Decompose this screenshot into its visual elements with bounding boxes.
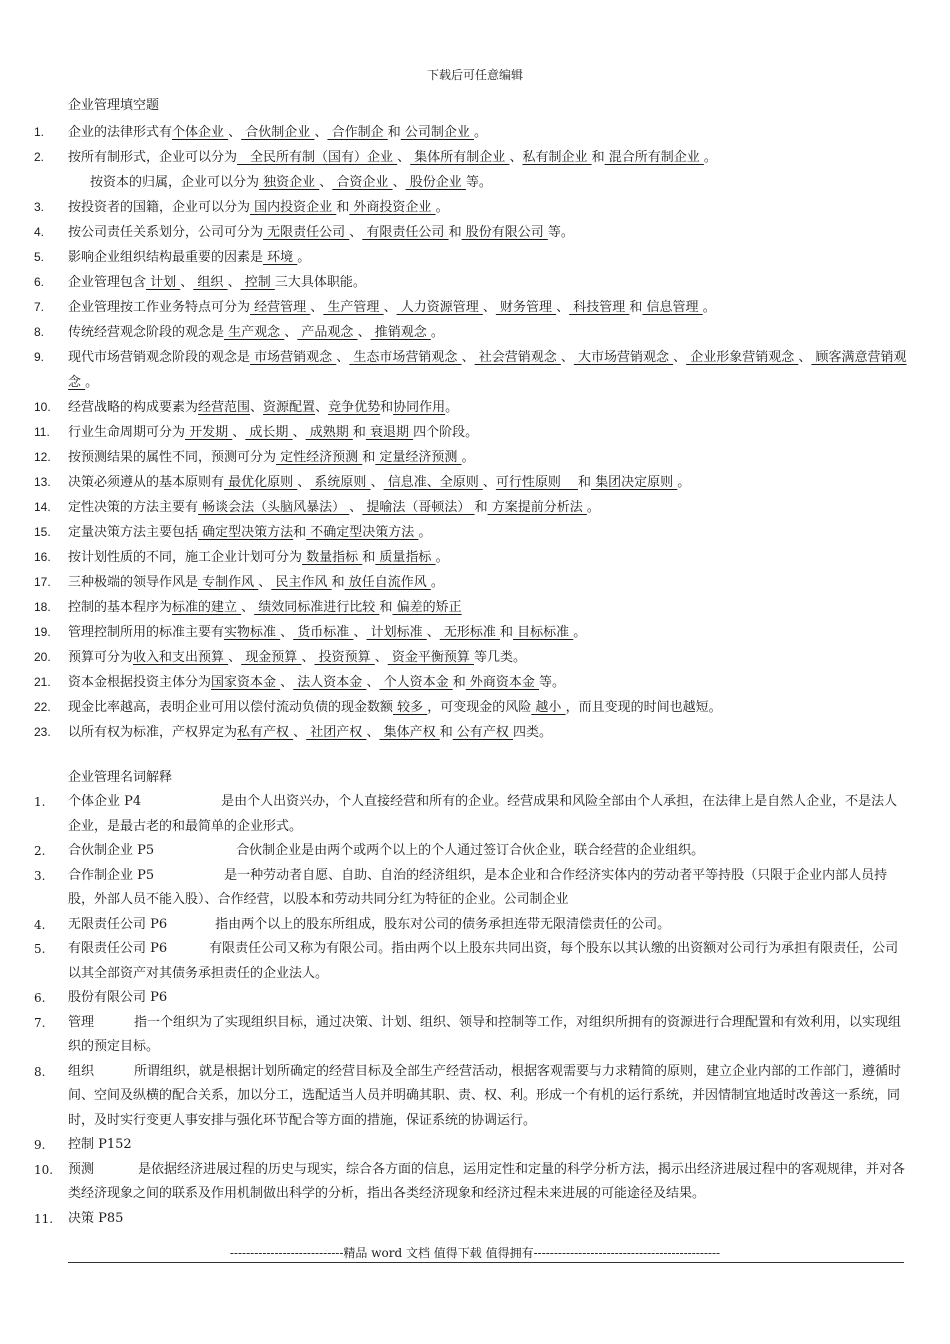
answer-blank: 信息准、全原则 [383,475,483,490]
item-number: 18. [34,600,51,614]
question-text: 、 [353,625,367,640]
answer-blank: 法人资本金 [293,675,367,690]
item-number: 22. [34,700,51,714]
fill-item [0,145,950,195]
question-text: 现代市场营销观念阶段的观念是 [68,350,251,365]
item-number: 3. [34,200,45,214]
fill-item [0,320,950,345]
question-text: 、 [232,425,246,440]
question-text: 、 [280,675,294,690]
answer-blank: 顾客满意营销观念 [68,350,907,390]
question-text: 三种极端的领导作风是 [68,575,199,590]
answer-blank: 国家资本金 [211,675,281,690]
fill-item [0,445,950,470]
item-number: 9. [34,1138,46,1152]
item-number: 14. [34,500,51,514]
question-text: 、 [370,475,384,490]
question-text: 、 [336,350,350,365]
answer-blank: 资源配置 [263,400,316,415]
term-definition: 合伙制企业是由两个或两个以上的个人通过签订合伙企业，联合经营的企业组织。 [236,843,705,858]
fill-item [0,570,950,595]
answer-blank: 控制 [240,275,275,290]
question-text: 。 [586,500,600,515]
question-text: 。 [445,400,459,415]
question-text: 、 [228,650,242,665]
question-text: 和 [379,600,393,615]
fill-section-title: 企业管理填空题 [68,98,160,113]
answer-blank: 计划标准 [366,625,427,640]
answer-blank: 偏差的矫正 [392,600,462,615]
answer-blank: 合伙制企业 [241,125,315,140]
item-number: 16. [34,550,51,564]
answer-blank: 混合所有制企业 [604,150,704,165]
fill-item [0,620,950,645]
question-text: 企业管理包含 [68,275,147,290]
answer-blank: 成熟期 [305,425,353,440]
answer-blank: 开发期 [185,425,233,440]
term-name: 预测 [68,1161,95,1177]
answer-blank: 私有制企业 [522,150,592,165]
item-number: 5. [34,250,45,264]
question-text: 三大具体职能。 [274,275,366,290]
answer-blank: 市场营销观念 [250,350,337,365]
item-number: 10. [34,400,51,414]
question-text: 、 [426,625,440,640]
term-item [0,864,950,913]
answer-blank: 生产观念 [224,325,285,340]
answer-blank: 外商投资企业 [349,200,436,215]
answer-blank: 合作制企 [327,125,388,140]
question-text: 和 [352,425,366,440]
answer-blank: 集体所有制企业 [410,150,510,165]
item-number: 17. [34,575,51,589]
question-text: 和 [331,575,345,590]
answer-blank: 投资预算 [314,650,375,665]
question-text: 、 [284,325,298,340]
term-name: 无限责任公司 P6 [68,916,168,932]
question-text: 、 [392,175,406,190]
answer-blank: 个人资本金 [379,675,453,690]
term-item [0,1011,950,1060]
answer-blank: 社会营销观念 [474,350,561,365]
answer-blank: 合资企业 [332,175,393,190]
item-number: 19. [34,625,51,639]
fill-item [0,670,950,695]
question-text: 、 [227,275,241,290]
answer-blank: 环境 [263,250,298,265]
question-text: 、 [383,300,397,315]
question-text: 四个阶段。 [413,425,479,440]
answer-blank: 人力资源管理 [396,300,483,315]
answer-blank: 国内投资企业 [250,200,337,215]
term-definition: 指一个组织为了实现组织目标，通过决策、计划、组织、领导和控制等工作，对组织所拥有的资源进行合理配置和有效利用，以实现组织的预定目标。 [68,1014,902,1054]
answer-blank: 衰退期 [365,425,414,440]
question-text: 和 [474,500,488,515]
term-item [0,1133,950,1158]
question-text: 、 [673,350,687,365]
term-definition: 是依据经济进展过程的历史与现实，综合各方面的信息，运用定性和定量的科学分析方法，揭示出经济进展过程中的客观规律，并对各类经济现象之间的联系及作用机制做出科学的分析，指出各类经济现象和经济过程未来进展的可能途径及结果。 [68,1161,906,1201]
answer-blank: 协同作用 [393,400,446,415]
question-text: 、 [482,475,496,490]
item-number: 13. [34,475,51,489]
answer-blank: 不确定型决策方法 [306,525,419,540]
answer-blank: 成长期 [245,425,293,440]
item-number: 20. [34,650,51,664]
question-text: 。 [430,325,444,340]
question-text: 、 [250,400,264,415]
question-text: 四类。 [513,725,553,740]
answer-blank: 越小 [531,700,566,715]
terms-section-title: 企业管理名词解释 [68,770,173,785]
fill-item [0,245,950,270]
answer-blank: 收入和支出预算 [133,650,229,665]
question-text: 和 [500,625,514,640]
fill-item [0,695,950,720]
question-text: 。 [85,375,99,390]
term-definition-list [0,790,950,1231]
question-text: 等。 [465,175,492,190]
answer-blank: 生态市场营销观念 [349,350,462,365]
question-text: 决策必须遵从的基本原则有 [68,475,225,490]
answer-blank: 实物标准 [224,625,281,640]
term-name: 管理 [68,1014,95,1030]
answer-blank: 集团决定原则 [591,475,678,490]
fill-item [0,595,950,620]
answer-blank: 目标标准 [513,625,574,640]
item-number: 1. [34,795,46,809]
answer-blank: 社团产权 [306,725,367,740]
item-number: 6. [34,275,45,289]
answer-blank: 经营范围 [198,400,251,415]
answer-blank: 质量指标 [375,550,436,565]
question-text: 、 [297,475,311,490]
question-text: 、 [482,300,496,315]
term-name: 决策 P85 [68,1210,124,1226]
fill-item [0,420,950,445]
question-text: ，而且变现的时间也越短。 [565,700,722,715]
answer-blank: 经营管理 [250,300,311,315]
fill-item-subline [68,170,910,195]
fill-item [0,195,950,220]
fill-item [0,470,950,495]
answer-blank: 集体产权 [379,725,440,740]
term-definition: 所谓组织，就是根据计划所确定的经营目标及全部生产经营活动，根据客观需要与力求精简的原则，建立企业内部的工作部门，遵循时间、空间及纵横的配合关系，加以分工，选配适当人员并明确其职、责、权、利。形成一个有机的运行系统，并因情制宜地适时改善这一系统，同时，及时实行变更人事安排与强化环节配合等方面的措施，保证系统的协调运行。 [68,1063,902,1128]
answer-blank: 计划 [146,275,181,290]
term-item [0,790,950,839]
item-number: 2. [34,844,46,858]
fill-in-question-list [0,120,950,745]
answer-blank: 确定型决策方法 [198,525,294,540]
answer-blank: 资金平衡预算 [387,650,474,665]
question-text: 和 [452,675,466,690]
question-text: 、 [280,625,294,640]
question-text: 资本金根据投资主体分为 [68,675,212,690]
answer-blank: 提喻法（哥顿法） [362,500,475,515]
answer-blank: 现金预算 [241,650,302,665]
question-text: 、 [258,575,272,590]
question-text: 、 [366,725,380,740]
question-text: 经营战略的构成要素为 [68,400,199,415]
item-number: 6. [34,991,46,1005]
answer-blank: 产品观念 [297,325,358,340]
question-text: 、 [180,275,194,290]
item-number: 1. [34,125,45,139]
question-text: 、 [292,425,306,440]
answer-blank: 民主作风 [271,575,332,590]
answer-blank: 全民所有制（国有）企业 [237,150,398,165]
answer-blank: 公有产权 [452,725,513,740]
question-text: 和 [578,475,592,490]
question-text: 、 [349,225,363,240]
answer-blank: 组织 [193,275,228,290]
question-text: 、 [349,500,363,515]
question-text: 影响企业组织结构最重要的因素是 [68,250,264,265]
fill-item [0,295,950,320]
question-text: 等。 [539,675,566,690]
answer-blank: 外商资本金 [465,675,539,690]
question-text: 和 [293,525,307,540]
question-text: 。 [573,625,587,640]
question-text: 现金比率越高，表明企业可用以偿付流动负债的现金数额 [68,700,394,715]
question-text: 定量决策方法主要包括 [68,525,199,540]
fill-item [0,545,950,570]
answer-blank: 竞争优势 [328,400,381,415]
question-text: 。 [435,200,449,215]
question-text: 和 [439,725,453,740]
answer-blank: 系统原则 [310,475,371,490]
item-number: 7. [34,1015,46,1030]
answer-blank: 科技管理 [569,300,630,315]
answer-blank: 畅谈会法（头脑风暴法） [198,500,350,515]
answer-blank: 独资企业 [259,175,320,190]
question-text: 。 [435,550,449,565]
question-text: 按所有制形式，企业可以分为 [68,150,238,165]
question-text: 。 [418,525,432,540]
fill-item [0,645,950,670]
term-item [0,1060,950,1134]
answer-blank: 大市场营销观念 [573,350,674,365]
question-text: 和 [336,200,350,215]
answer-blank: 私有产权 [237,725,294,740]
question-text: 企业的法律形式有 [68,125,173,140]
answer-blank: 数量指标 [302,550,363,565]
question-text: 。 [461,450,475,465]
question-text: 和 [362,450,376,465]
question-text: 和 [380,400,394,415]
term-name: 股份有限公司 P6 [68,990,168,1005]
term-item [0,1207,950,1232]
question-text: 按投资者的国籍，企业可以分为 [68,200,251,215]
question-text: 。 [702,300,716,315]
question-text: 。 [703,150,717,165]
term-name: 控制 P152 [68,1137,132,1152]
question-text: 、 [315,400,329,415]
answer-blank: 较多 [393,700,428,715]
question-text: 企业管理按工作业务特点可分为 [68,300,251,315]
fill-item [0,120,950,145]
question-text: 。 [297,250,311,265]
term-name: 合伙制企业 P5 [68,843,155,858]
question-text: 。 [430,575,444,590]
question-text: 、 [366,675,380,690]
question-text: 、 [397,150,411,165]
term-name: 有限责任公司 P6 [68,941,168,956]
item-number: 2. [34,150,45,164]
answer-blank: 推销观念 [370,325,431,340]
term-definition: 有限责任公司又称为有限公司。指由两个以上股东共同出资，每个股东以其认缴的出资额对公司行为承担有限责任，公司以其全部资产对其债务承担责任的企业法人。 [68,941,899,981]
term-name: 组织 [68,1063,95,1079]
fill-item [0,345,950,395]
question-text: 、 [293,725,307,740]
question-text: 、 [509,150,523,165]
question-text: 按计划性质的不同，施工企业计划可分为 [68,550,303,565]
fill-item [0,495,950,520]
question-text: 、 [798,350,812,365]
term-item [0,986,950,1011]
answer-blank: 股份企业 [405,175,466,190]
question-text: 按资本的归属，企业可以分为 [90,175,260,190]
question-text: 传统经营观念阶段的观念是 [68,325,225,340]
item-number: 21. [34,675,51,689]
answer-blank: 无限责任公司 [263,225,350,240]
question-text: 、 [310,300,324,315]
fill-item [0,270,950,295]
term-definition: 是由个人出资兴办，个人直接经营和所有的企业。经营成果和风险全部由个人承担，在法律上是自然人企业，不是法人企业，是最古老的和最简单的企业形式。 [68,794,898,834]
answer-blank: 信息管理 [642,300,703,315]
term-item [0,1158,950,1207]
term-item [0,937,950,986]
question-text: 行业生命周期可分为 [68,425,186,440]
fill-item [0,220,950,245]
question-text: 控制的基本程序为 [68,600,173,615]
answer-blank: 标准的建立 [172,600,242,615]
question-text: 。 [677,475,691,490]
item-number: 4. [34,917,46,932]
question-text: 按预测结果的属性不同，预测可分为 [68,450,277,465]
question-text: 、 [241,600,255,615]
question-text: 、 [560,350,574,365]
question-text: 和 [629,300,643,315]
item-number: 3. [34,868,46,883]
question-text: 、 [374,650,388,665]
term-item [0,839,950,864]
question-text: 、 [301,650,315,665]
question-text: 、 [461,350,475,365]
question-text: ，可变现金的风险 [427,700,532,715]
footer-divider [68,1262,904,1263]
term-name: 个体企业 P4 [68,794,142,809]
answer-blank: 公司制企业 [400,125,474,140]
question-text: 按公司责任关系划分，公司可分为 [68,225,264,240]
answer-blank: 定量经济预测 [375,450,462,465]
answer-blank: 专制作风 [198,575,259,590]
answer-blank: 企业形象营销观念 [686,350,799,365]
download-note: 下载后可任意编辑 [426,68,523,82]
question-text: 、 [556,300,570,315]
answer-blank: 生产管理 [323,300,384,315]
term-item [0,913,950,938]
item-number: 11. [34,1211,54,1226]
question-text: 和 [591,150,605,165]
item-number: 9. [34,350,45,364]
term-definition: 是一种劳动者自愿、自助、自治的经济组织，是本企业和合作经济实体内的劳动者平等持股（只限于企业内部人员持股，外部人员不能入股）、合作经营，以股本和劳动共同分红为特征的企业。公司制企业 [68,867,888,907]
question-text: 等。 [547,225,574,240]
answer-blank: 放任自流作风 [344,575,431,590]
item-number: 5. [34,942,46,956]
question-text: 、 [357,325,371,340]
question-text: 管理控制所用的标准主要有 [68,625,225,640]
item-number: 8. [34,325,45,339]
question-text: 预算可分为 [68,650,134,665]
item-number: 23. [34,725,51,739]
answer-blank: 财务管理 [495,300,557,315]
question-text: 和 [362,550,376,565]
answer-blank: 无形标准 [439,625,500,640]
question-text: 定性决策的方法主要有 [68,500,199,515]
question-text: 、 [228,125,242,140]
answer-blank: 股份有限公司 [461,225,548,240]
item-number: 12. [34,450,51,464]
term-definition: 指由两个以上的股东所组成，股东对公司的债务承担连带无限清偿责任的公司。 [215,916,671,932]
item-number: 4. [34,225,45,239]
answer-blank: 可行性原则 [495,475,578,490]
question-text: 以所有权为标准，产权界定为 [68,725,238,740]
item-number: 15. [34,525,51,539]
fill-item [0,720,950,745]
answer-blank: 定性经济预测 [276,450,363,465]
footer-banner: ----------------------------精品 word 文档 值得下载 值得拥有---------------------------------------------- [229,1246,721,1260]
item-number: 10. [34,1162,54,1177]
term-name: 合作制企业 P5 [68,867,155,883]
question-text: 、 [319,175,333,190]
question-text: 和 [387,125,401,140]
item-number: 7. [34,300,45,314]
item-number: 8. [34,1064,46,1079]
answer-blank: 货币标准 [293,625,354,640]
question-text: 和 [448,225,462,240]
answer-blank: 有限责任公司 [362,225,449,240]
item-number: 11. [34,425,50,439]
answer-blank: 方案提前分析法 [487,500,587,515]
fill-item [0,395,950,420]
question-text: 等几类。 [474,650,527,665]
question-text: 、 [314,125,328,140]
answer-blank: 个体企业 [172,125,229,140]
answer-blank: 最优化原则 [224,475,298,490]
question-text: 。 [474,125,488,140]
fill-item [0,520,950,545]
answer-blank: 绩效同标准进行比较 [254,600,380,615]
